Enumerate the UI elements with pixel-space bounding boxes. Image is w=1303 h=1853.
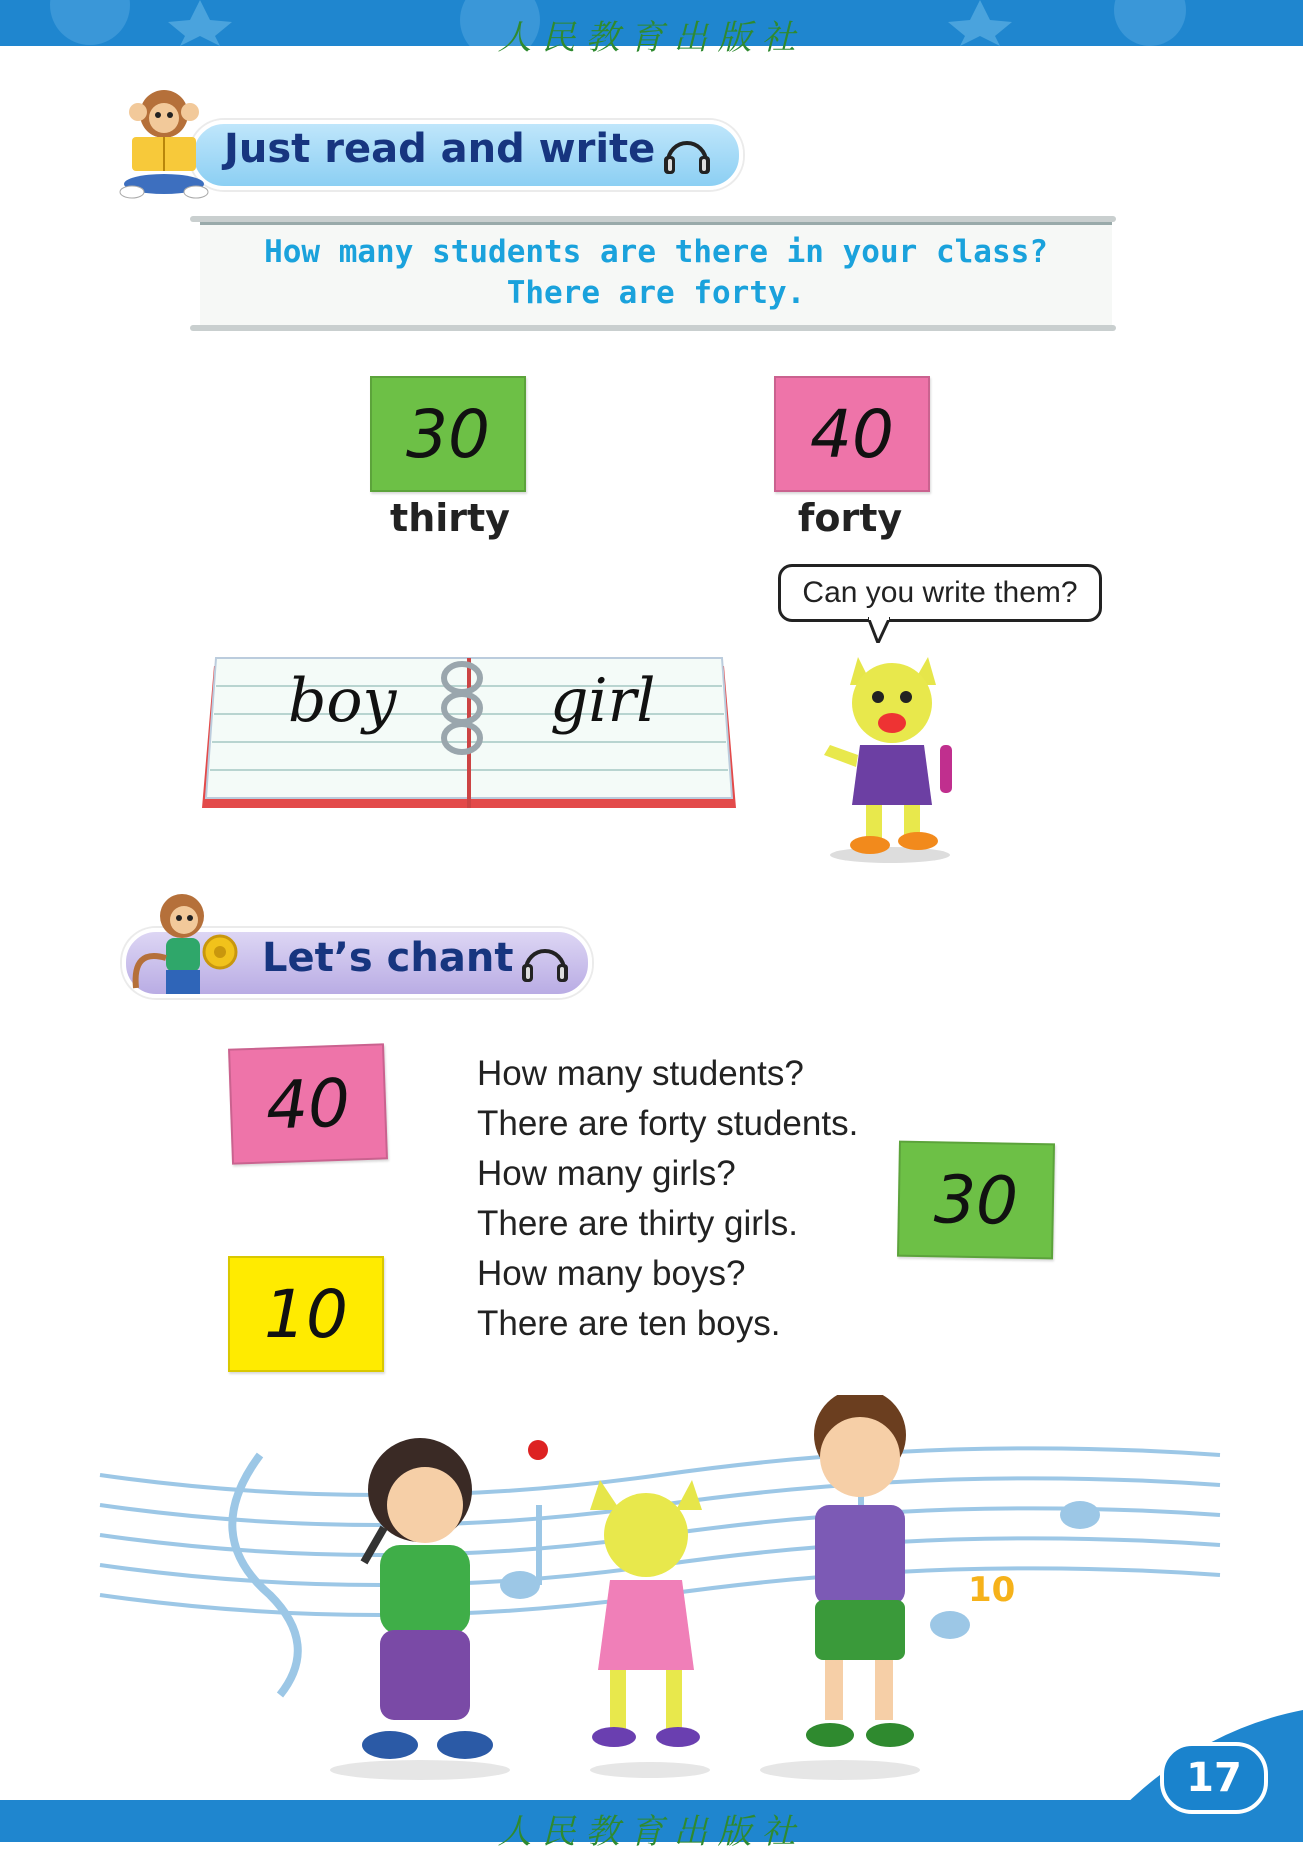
headphones-icon[interactable] (660, 128, 714, 176)
chant-line: There are thirty girls. (477, 1204, 798, 1243)
speech-bubble: Can you write them? (778, 564, 1102, 622)
speech-bubble-tail (868, 617, 890, 643)
notebook-word-girl: girl (550, 666, 656, 736)
chant-card-40: 40 (228, 1043, 388, 1164)
notebook-word-boy: boy (288, 666, 397, 736)
word-thirty: thirty (390, 496, 510, 540)
number-card-40: 40 (774, 376, 930, 492)
cat-character-icon (800, 645, 970, 865)
word-forty: forty (797, 496, 903, 540)
chant-line: How many students? (477, 1054, 804, 1093)
singing-children-illustration (80, 1395, 1240, 1785)
chant-line: How many girls? (477, 1154, 736, 1193)
monkey-reading-icon (112, 82, 222, 202)
chant-card-30: 30 (897, 1141, 1055, 1260)
banner-question: How many students are there in your class? (264, 234, 1048, 270)
number-card-30: 30 (370, 376, 526, 492)
boy-jersey-number: 10 (968, 1570, 1016, 1610)
monkey-cymbal-icon (122, 888, 252, 1008)
chant-line: How many boys? (477, 1254, 746, 1293)
page-number: 17 (1160, 1742, 1268, 1814)
boy-singing-icon (760, 1395, 920, 1780)
publisher-watermark-bottom: 人民教育出版社 (497, 1812, 806, 1852)
cat-singing-icon (590, 1480, 710, 1778)
headphones-icon[interactable] (518, 936, 572, 984)
banner-rod-top (190, 216, 1116, 222)
chant-line: There are ten boys. (477, 1304, 781, 1343)
chant-line: There are forty students. (477, 1104, 859, 1143)
section-title-read-write: Just read and write (224, 126, 656, 172)
banner-answer: There are forty. (506, 275, 806, 311)
section-title-chant: Let’s chant (262, 935, 514, 981)
banner-rod-bottom (190, 325, 1116, 331)
publisher-watermark-top: 人民教育出版社 (497, 18, 806, 58)
spiral-notebook (194, 646, 744, 808)
chant-card-10: 10 (228, 1256, 384, 1372)
